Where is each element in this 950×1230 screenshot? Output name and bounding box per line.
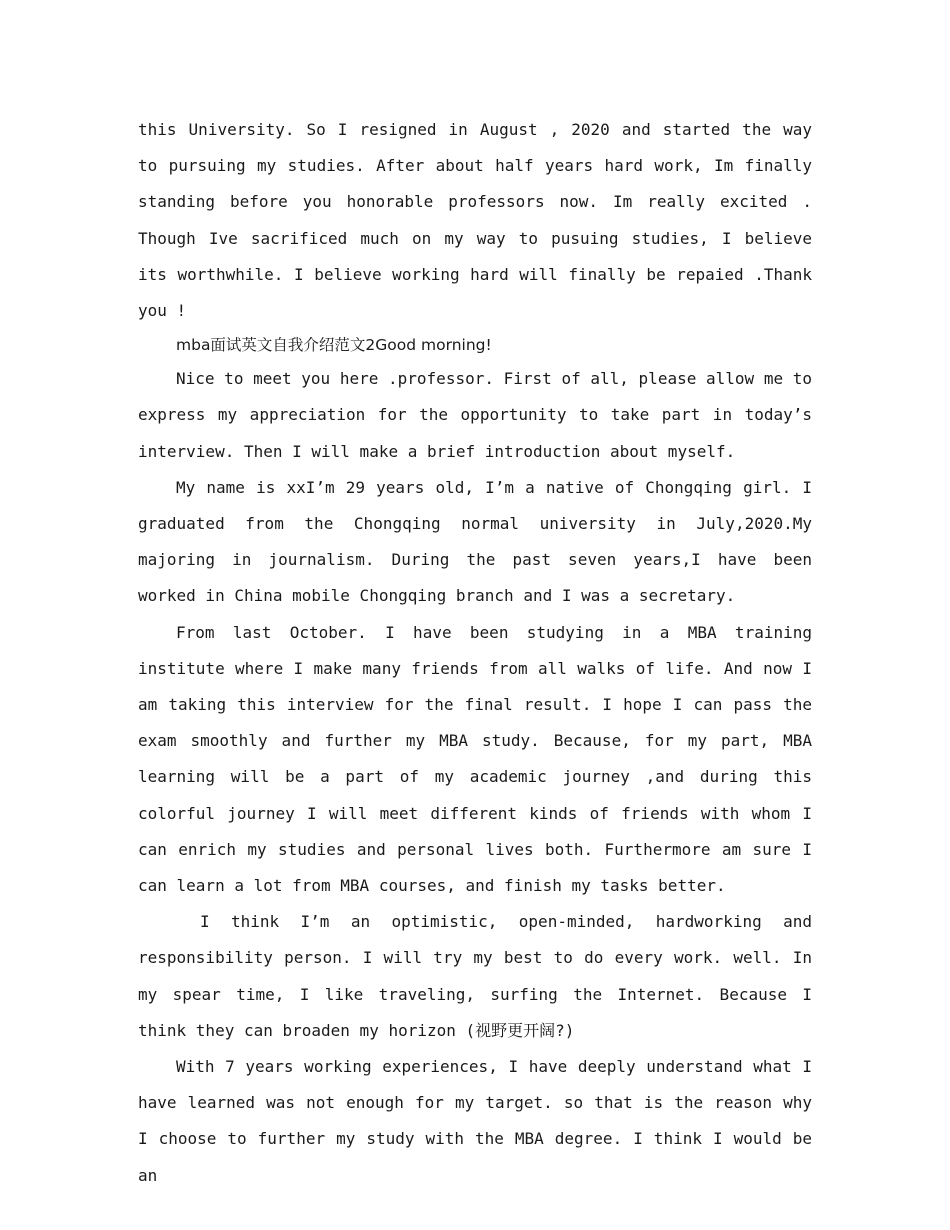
paragraph-mba-training: From last October. I have been studying in a MBA training institute where I make many friends from all walks of life. And now I am taking this interview for the final result. I hope I can pass the exam smoothly and further my MBA study. Because, for my part, MBA learning will be a part of my academic journey ,and during this colorful journey I will meet different kinds of friends with whom I can enrich my studies and personal lives both. Furthermore am sure I can learn a lot from MBA courses, and finish my tasks better.: [138, 622, 812, 896]
paragraph-continuation: this University. So I resigned in August , 2020 and started the way to pursuing my studies. After about half years hard work, Im finally standing before you honorable professors now. Im really excited . Though Ive sacrificed much on my way to pusuing studies, I believe its worthwhile. I believe working hard will finally be repaied .Thank you !: [138, 120, 812, 321]
paragraph-experience: With 7 years working experiences, I have deeply understand what I have learned was not enough for my target. so that is the reason why I choose to further my study with the MBA degree. I think I would be an: [138, 1057, 812, 1185]
paragraph-background: My name is xxI’m 29 years old, I’m a native of Chongqing girl. I graduated from the Chongqing normal university in July,2020.My majoring in journalism. During the past seven years,I have been worked in China mobile Chongqing branch and I was a secretary.: [138, 477, 812, 606]
section-heading: mba面试英文自我介绍范文2Good morning!: [176, 336, 492, 355]
paragraph-personality: I think I’m an optimistic, open-minded, hardworking and responsibility person. I will try my best to do every work. well. In my spear time, I like traveling, surfing the Internet. Because I think they can broaden my horizon (视野更开阔?): [138, 912, 812, 1040]
paragraph-greeting: Nice to meet you here .professor. First of all, please allow me to express my appreciation for the opportunity to take part in today’s interview. Then I will make a brief introduction about myself.: [138, 369, 812, 461]
document-page: [138, 112, 812, 1194]
